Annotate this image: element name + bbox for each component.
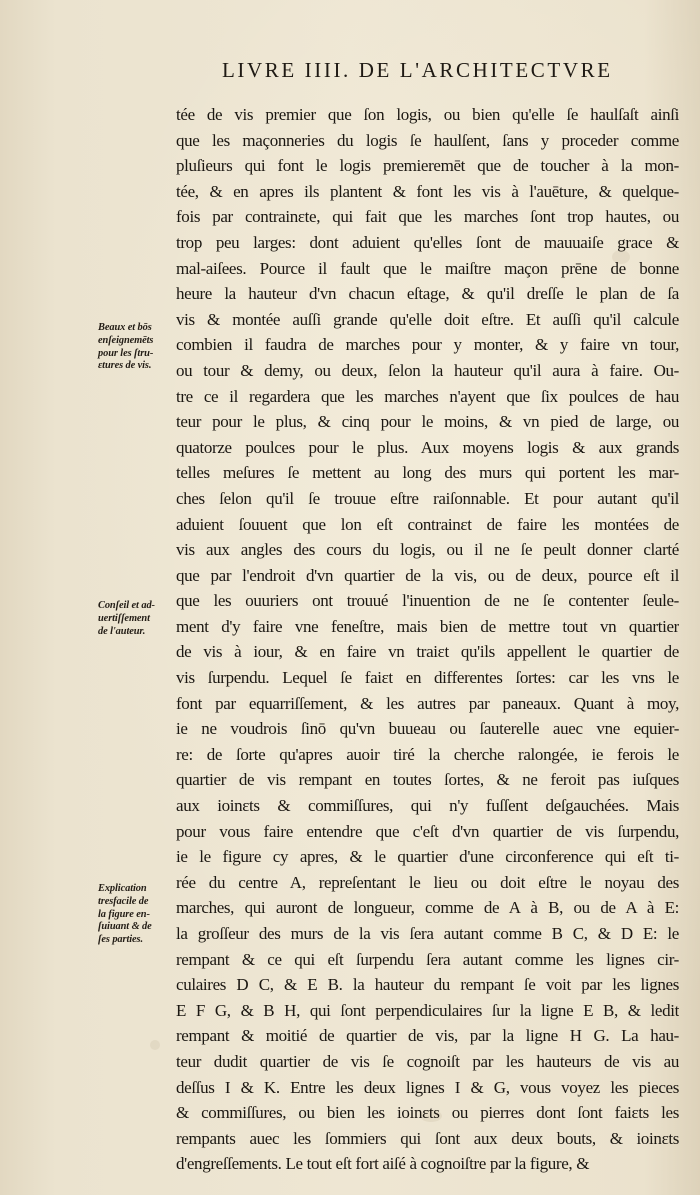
margin-note-line: tresfacile de	[98, 895, 149, 907]
margin-note-line: Explication	[98, 883, 147, 894]
text-line: telles meſures ſe mettent au long des murs qui portent les mar-	[176, 463, 679, 483]
text-line: font par equarriſſement, & les autres par paneaux. Quant à moy,	[176, 693, 679, 713]
text-line: que les maçonneries du logis ſe haulſent, ſans y proceder comme	[176, 130, 679, 150]
text-line: rempant & moitié de quartier de vis, par la ligne H G. La hau-	[176, 1026, 679, 1046]
text-line: que par l'endroit d'vn quartier de la vis, ou de deux, pource eſt il	[176, 565, 679, 585]
text-line: ou tour & demy, ou deux, ſelon la hauteur qu'il aura à faire. Ou-	[176, 360, 679, 380]
text-line: & commiſſures, ou bien les ioinɛts ou pierres dont ſont faiɛts les	[176, 1103, 679, 1123]
margin-note-line: pour les ſtru-	[98, 347, 154, 359]
text-line: ie le figure cy apres, & le quartier d'une circonference qui eſt ti-	[176, 847, 679, 867]
text-line: tée de vis premier que ſon logis, ou bien qu'elle ſe haulſaſt ainſi	[176, 105, 679, 124]
text-line: teur pour le plus, & cinq pour le moins, & vn pied de large, ou	[176, 412, 679, 432]
margin-note-line: Conſeil et ad-	[98, 600, 155, 611]
margin-note-line: la figure en-	[98, 908, 150, 920]
margin-note-line: ſes parties.	[98, 934, 143, 946]
margin-note-2	[98, 600, 178, 638]
text-line: mal-aiſees. Pource il fault que le maiſtre maçon prēne de bonne	[176, 258, 679, 278]
text-line: ment d'y faire vne feneſtre, mais bien de mettre tout vn quartier	[176, 616, 679, 636]
text-line: rempant & ce qui eſt ſurpendu ſera autant comme les lignes cir-	[176, 949, 679, 969]
text-line: ches ſelon qu'il ſe trouue eſtre raiſonnable. Et pour autant qu'il	[176, 488, 679, 508]
text-line: la groſſeur des murs de la vis ſera autant comme B C, & D E: le	[176, 924, 679, 943]
margin-note-1	[98, 322, 178, 373]
margin-note-line: ſuiuant & de	[98, 921, 152, 933]
text-line: deſſus I & K. Entre les deux lignes I & G, vous voyez les pieces	[176, 1077, 679, 1097]
text-line: marches, qui auront de longueur, comme de A à B, ou de A à E:	[176, 898, 679, 918]
text-line: aux ioinɛts & commiſſures, qui n'y fuſſent deſgauchées. Mais	[176, 796, 679, 816]
text-line: d'engreſſements. Le tout eſt fort aiſé à cognoiſtre par la figure, &	[176, 1154, 590, 1174]
text-line: vis & montée auſſi grande qu'elle doit eſtre. Et auſſi qu'il calcule	[176, 309, 679, 329]
text-line: pour vous faire entendre que c'eſt d'vn quartier de vis ſurpendu,	[176, 821, 679, 841]
text-line: de vis à iour, & en faire vn traiɛt qu'ils appellent le quartier de	[176, 642, 679, 662]
text-line: rempants auec les ſommiers qui ſont aux deux bouts, & ioinɛts	[176, 1128, 679, 1148]
margin-note-3	[98, 883, 178, 947]
text-line: heure la hauteur d'vn chacun eſtage, & qu'il dreſſe le plan de ſa	[176, 284, 679, 304]
text-line: culaires D C, & E B. la hauteur du rempant ſe voit par les lignes	[176, 975, 679, 995]
text-line: tée, & en apres ils plantent & font les vis à l'auēture, & quelque-	[176, 181, 679, 201]
text-line: tre ce il regardera que les marches n'ayent que ſix poulces de hau	[176, 386, 679, 406]
text-line: vis aux angles des cours du logis, ou il ne ſe peult donner clarté	[176, 540, 679, 560]
text-line: rée du centre A, repreſentant le lieu ou doit eſtre le noyau des	[176, 872, 679, 892]
text-line: combien il faudra de marches pour y monter, & y faire vn tour,	[176, 335, 679, 355]
text-line: quartier de vis rempant en toutes ſortes, & ne feroit pas iuſques	[176, 770, 679, 790]
margin-note-line: de l'auteur.	[98, 625, 146, 637]
text-line: re: de ſorte qu'apres auoir tiré la cherche ralongée, ie ferois le	[176, 744, 679, 764]
text-line: teur dudit quartier de vis ſe cognoiſt par les hauteurs de vis au	[176, 1051, 679, 1071]
text-line: pluſieurs qui font le logis premieremēt que de toucher à la mon-	[176, 156, 679, 176]
margin-note-line: enſeignemēts	[98, 334, 154, 346]
body-text	[176, 102, 679, 1177]
text-line: E F G, & B H, qui ſont perpendiculaires ſur la ligne E B, & ledit	[176, 1000, 679, 1020]
running-head: LIVRE IIII. DE L'ARCHITECTVRE	[222, 58, 613, 82]
text-line: fois par contrainɛte, qui fait que les marches ſont trop hautes, ou	[176, 207, 679, 227]
margin-note-line: ɛtures de vis.	[98, 360, 152, 372]
text-line: trop peu larges: dont aduient qu'elles ſont de mauuaiſe grace &	[176, 232, 679, 252]
paper-stain	[150, 1040, 160, 1050]
text-line: vis ſurpendu. Lequel ſe faiɛt en differentes ſortes: car les vns le	[176, 668, 679, 688]
margin-note-line: uertiſſement	[98, 612, 150, 624]
text-line: aduient ſouuent que lon eſt contrainɛt de faire les montées de	[176, 514, 679, 534]
text-line: quatorze poulces pour le plus. Aux moyens logis & aux grands	[176, 437, 679, 457]
text-line: que les ouuriers ont trouué l'inuention de ne ſe contenter ſeule-	[176, 591, 679, 611]
margin-note-line: Beaux et bōs	[98, 322, 152, 333]
text-line: ie ne voudrois ſinō qu'vn buueau ou ſauterelle auec vne equier-	[176, 719, 679, 739]
